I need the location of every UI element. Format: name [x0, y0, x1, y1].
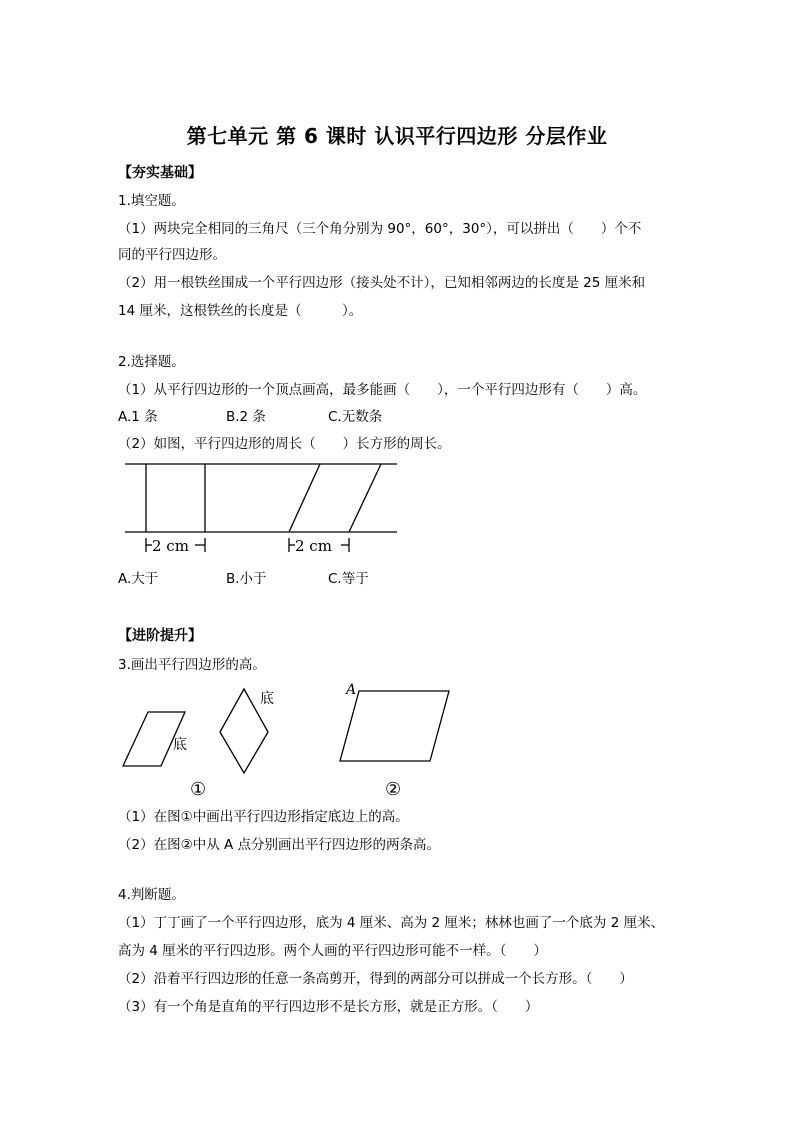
q1-heading: 1.填空题。 — [118, 193, 185, 209]
section-advanced-heading: 【进阶提升】 — [118, 628, 202, 644]
q2-option-b: B.2 条 — [226, 409, 266, 425]
figure1-rhombus-base-label: 底 — [260, 691, 274, 707]
figure1-number: ① — [190, 779, 207, 800]
q3-heading: 3.画出平行四边形的高。 — [118, 657, 266, 673]
q2-option2-b: B.小于 — [226, 571, 267, 587]
q4-heading: 4.判断题。 — [118, 887, 185, 903]
page-title: 第七单元 第 6 课时 认识平行四边形 分层作业 — [186, 124, 608, 148]
q1-part2-line2: 14 厘米，这根铁丝的长度是（ ）。 — [118, 303, 363, 319]
dim1-label: 2 cm — [152, 537, 189, 555]
q4-part2: （2）沿着平行四边形的任意一条高剪开，得到的两部分可以拼成一个长方形。（ ） — [118, 971, 633, 987]
q3-part1: （1）在图①中画出平行四边形指定底边上的高。 — [118, 809, 409, 825]
figure2-number: ② — [385, 779, 402, 800]
figure1-rhombus — [220, 689, 268, 773]
figure2-parallelogram — [340, 691, 449, 761]
parallelogram-left-edge — [289, 464, 320, 532]
q2-option-a: A.1 条 — [118, 409, 158, 425]
q2-heading: 2.选择题。 — [118, 354, 185, 370]
q2-option2-a: A.大于 — [118, 571, 159, 587]
q1-part1-line2: 同的平行四边形。 — [118, 247, 226, 263]
q4-part3: （3）有一个角是直角的平行四边形不是长方形，就是正方形。（ ） — [118, 999, 539, 1015]
figure1-parallelogram — [123, 712, 185, 766]
figure1-base-label: 底 — [173, 737, 187, 753]
q1-part2-line1: （2）用一根铁丝围成一个平行四边形（接头处不计），已知相邻两边的长度是 25 厘米和 — [118, 275, 646, 291]
q2-option2-c: C.等于 — [328, 571, 369, 587]
section-basic-heading: 【夯实基础】 — [118, 165, 202, 181]
q4-part1-line2: 高为 4 厘米的平行四边形。两个人画的平行四边形可能不一样。（ ） — [118, 943, 547, 959]
q3-part2: （2）在图②中从 A 点分别画出平行四边形的两条高。 — [118, 837, 441, 853]
q2-part2: （2）如图，平行四边形的周长（ ）长方形的周长。 — [118, 436, 451, 452]
vertex-a-label: A — [346, 682, 357, 698]
q4-part1-line1: （1）丁丁画了一个平行四边形，底为 4 厘米、高为 2 厘米；林林也画了一个底为 2 厘米、 — [118, 915, 665, 931]
q1-part1-line1: （1）两块完全相同的三角尺（三个角分别为 90°，60°，30°），可以拼出（ ）个不 — [118, 221, 642, 237]
parallelogram-right-edge — [349, 464, 381, 532]
q2-option-c: C.无数条 — [328, 409, 383, 425]
q2-part1: （1）从平行四边形的一个顶点画高，最多能画（ ），一个平行四边形有（ ）高。 — [118, 382, 647, 398]
dim2-label: 2 cm — [295, 537, 332, 555]
